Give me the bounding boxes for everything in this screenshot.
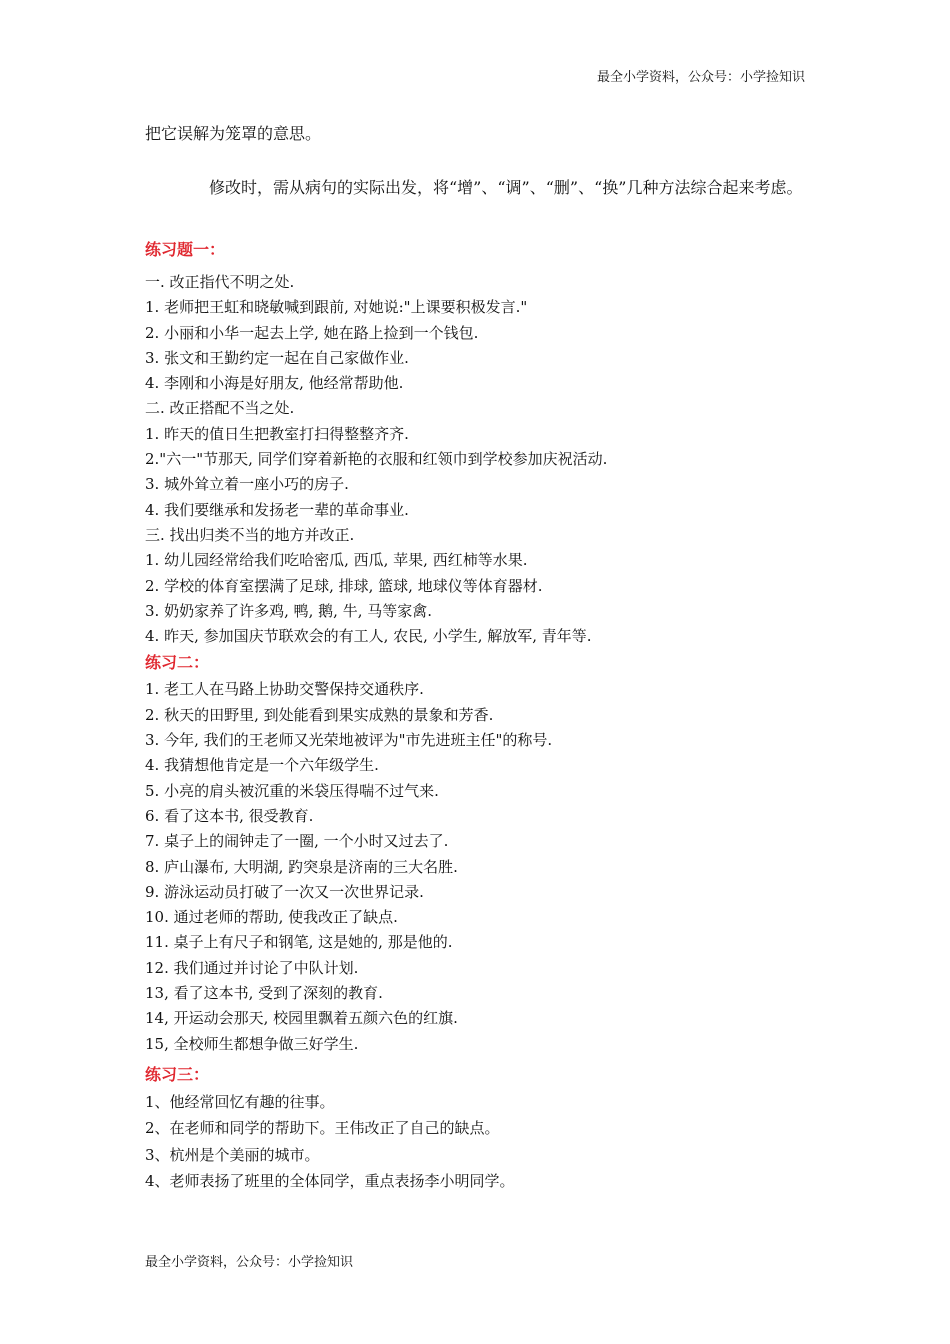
list-item: 三. 找出归类不当的地方并改正. [145,525,355,544]
list-item: 1、他经常回忆有趣的往事。 [145,1092,335,1111]
list-item: 一. 改正指代不明之处. [145,273,295,291]
list-item: 3. 今年, 我们的王老师又光荣地被评为"市先进班主任"的称号. [145,731,553,750]
intro-paragraph-2: 修改时，需从病句的实际出发，将“增”、“调”、“删”、“换”几种方法综合起来考虑。 [209,178,803,197]
exercise-1-title: 练习题一： [145,240,226,259]
list-item: 4. 我们要继承和发扬老一辈的革命事业. [145,500,409,519]
list-item: 2、在老师和同学的帮助下。王伟改正了自己的缺点。 [145,1119,500,1138]
list-item: 4. 李刚和小海是好朋友, 他经常帮助他. [145,374,404,393]
list-item: 15, 全校师生都想争做三好学生. [145,1034,359,1053]
list-item: 7. 桌子上的闹钟走了一圈, 一个小时又过去了. [145,832,449,851]
list-item: 4. 我猜想他肯定是一个六年级学生. [145,756,379,775]
list-item: 3、杭州是个美丽的城市。 [145,1145,320,1164]
list-item: 13, 看了这本书, 受到了深刻的教育. [145,984,383,1003]
list-item: 11. 桌子上有尺子和钢笔, 这是她的, 那是他的. [145,933,453,952]
list-item: 2."六一"节那天, 同学们穿着新艳的衣服和红领巾到学校参加庆祝活动. [145,450,608,469]
list-item: 1. 昨天的值日生把教室打扫得整整齐齐. [145,424,409,443]
exercise-2-list [145,677,805,1056]
list-item: 2. 学校的体育室摆满了足球, 排球, 篮球, 地球仪等体育器材. [145,576,543,595]
list-item: 二. 改正搭配不当之处. [145,399,295,418]
document-body [145,120,805,1195]
list-item: 3. 奶奶家养了许多鸡, 鸭, 鹅, 牛, 马等家禽. [145,601,432,620]
exercise-2-title: 练习二： [145,653,210,673]
list-item: 3. 张文和王勤约定一起在自己家做作业. [145,348,409,367]
page-header: 最全小学资料，公众号：小学捡知识 [596,70,805,85]
list-item: 10. 通过老师的帮助, 使我改正了缺点. [145,908,398,927]
list-item: 3. 城外耸立着一座小巧的房子. [145,475,349,494]
list-item: 2. 小丽和小华一起去上学, 她在路上捡到一个钱包. [145,323,479,342]
list-item: 6. 看了这本书, 很受教育. [145,806,314,825]
list-item: 8. 庐山瀑布, 大明湖, 趵突泉是济南的三大名胜. [145,857,458,876]
list-item: 4、老师表扬了班里的全体同学，重点表扬李小明同学。 [145,1172,515,1191]
list-item: 9. 游泳运动员打破了一次又一次世界记录. [145,882,424,901]
list-item: 1. 老工人在马路上协助交警保持交通秩序. [145,680,424,699]
exercise-3-list [145,1089,805,1195]
list-item: 4. 昨天, 参加国庆节联欢会的有工人, 农民, 小学生, 解放军, 青年等. [145,627,592,646]
list-item: 14, 开运动会那天, 校园里飘着五颜六色的红旗. [145,1009,458,1028]
exercise-3-title: 练习三： [145,1064,210,1084]
list-item: 2. 秋天的田野里, 到处能看到果实成熟的景象和芳香. [145,705,494,724]
intro-paragraph-1: 把它误解为笼罩的意思。 [145,124,322,143]
list-item: 1. 老师把王虹和晓敏喊到跟前, 对她说:"上课要积极发言." [145,298,528,317]
list-item: 5. 小亮的肩头被沉重的米袋压得喘不过气来. [145,781,439,800]
list-item: 12. 我们通过并讨论了中队计划. [145,958,359,977]
page-footer: 最全小学资料，公众号：小学捡知识 [145,1255,354,1270]
list-item: 1. 幼儿园经常给我们吃哈密瓜, 西瓜, 苹果, 西红柿等水果. [145,551,528,570]
exercise-1-list [145,270,805,649]
